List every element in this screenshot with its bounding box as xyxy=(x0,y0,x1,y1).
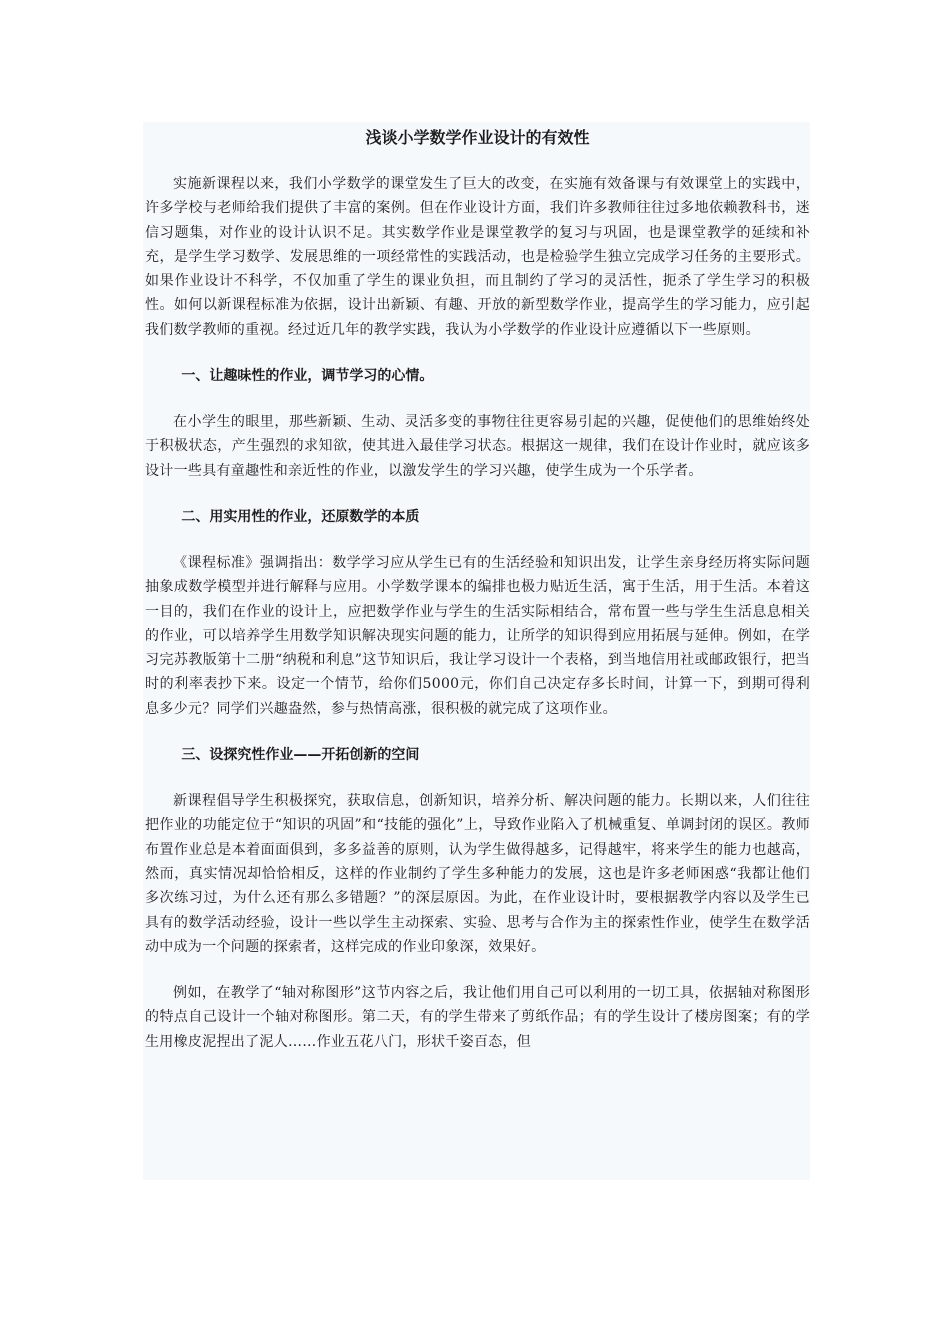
document-body xyxy=(145,124,810,1054)
document-title: 浅谈小学数学作业设计的有效性 xyxy=(365,128,590,147)
paragraph-gap xyxy=(145,767,810,789)
section-heading-2: 二、用实用性的作业，还原数学的本质 xyxy=(181,508,420,525)
paragraph-gap xyxy=(145,959,810,981)
section-heading-1: 一、让趣味性的作业，调节学习的心情。 xyxy=(181,368,434,385)
section-2-paragraph: 《课程标准》强调指出：数学学习应从学生已有的生活经验和知识出发，让学生亲身经历将实际问题抽象成数学模型并进行解释与应用。小学数学课本的编排也极力贴近生活，寓于生活，用于生活。本着这一目的，我们在作业的设计上，应把数学作业与学生的生活实际相结合，常布置一些与学生生活息息相关的作业，可以培养学生用数学知识解决现实问题的能力，让所学的知识得到应用拓展与延伸。例如，在学习完苏教版第十二册“纳税和利息”这节知识后，我让学习设计一个表格，到当地信用社或邮政银行，把当时的利率表抄下来。设定一个情节，给你们5000元，你们自己决定存多长时间，计算一下，到期可得利息多少元？同学们兴趣盎然，参与热情高涨，很积极的就完成了这项作业。 xyxy=(145,554,810,717)
paragraph-gap xyxy=(145,483,810,505)
paragraph-gap xyxy=(145,721,810,743)
paragraph-gap xyxy=(145,529,810,551)
section-3-paragraph: 新课程倡导学生积极探究，获取信息，创新知识，培养分析、解决问题的能力。长期以来，人们往往把作业的功能定位于“知识的巩固”和“技能的强化”上，导致作业陷入了机械重复、单调封闭的误区。教师布置作业总是本着面面俱到，多多益善的原则，认为学生做得越多，记得越牢，将来学生的能力也越高，然而，真实情况却恰恰相反，这样的作业制约了学生多种能力的发展，这也是许多老师困惑“我都让他们多次练习过，为什么还有那么多错题？”的深层原因。为此，在作业设计时，要根据教学内容以及学生已具有的数学活动经验，设计一些以学生主动探索、实验、思考与合作为主的探索性作业，使学生在数学活动中成为一个问题的探索者，这样完成的作业印象深，效果好。 xyxy=(145,793,810,955)
section-1-paragraph: 在小学生的眼里，那些新颖、生动、灵活多变的事物往往更容易引起的兴趣，促使他们的思维始终处于积极状态，产生强烈的求知欲，使其进入最佳学习状态。根据这一规律，我们在设计作业时，就应该多设计一些具有童趣性和亲近性的作业，以激发学生的学习兴趣，使学生成为一个乐学者。 xyxy=(145,414,810,479)
paragraph-gap xyxy=(145,388,810,410)
paragraph-gap xyxy=(145,342,810,364)
section-heading-3: 三、设探究性作业——开拓创新的空间 xyxy=(181,747,420,764)
section-3-example-paragraph: 例如，在教学了“轴对称图形”这节内容之后，我让他们用自己可以利用的一切工具，依据轴对称图形的特点自己设计一个轴对称图形。第二天，有的学生带来了剪纸作品；有的学生设计了楼房图案；有的学生用橡皮泥捏出了泥人……作业五花八门，形状千姿百态，但 xyxy=(145,985,810,1050)
intro-paragraph: 实施新课程以来，我们小学数学的课堂发生了巨大的改变，在实施有效备课与有效课堂上的实践中，许多学校与老师给我们提供了丰富的案例。但在作业设计方面，我们许多教师往往过多地依赖教科书，迷信习题集，对作业的设计认识不足。其实数学作业是课堂教学的复习与巩固，也是课堂教学的延续和补充，是学生学习数学、发展思维的一项经常性的实践活动，也是检验学生独立完成学习任务的主要形式。如果作业设计不科学，不仅加重了学生的课业负担，而且制约了学习的灵活性，扼杀了学生学习的积极性。如何以新课程标准为依据，设计出新颖、有趣、开放的新型数学作业，提高学生的学习能力，应引起我们数学教师的重视。经过近几年的教学实践，我认为小学数学的作业设计应遵循以下一些原则。 xyxy=(145,176,810,338)
